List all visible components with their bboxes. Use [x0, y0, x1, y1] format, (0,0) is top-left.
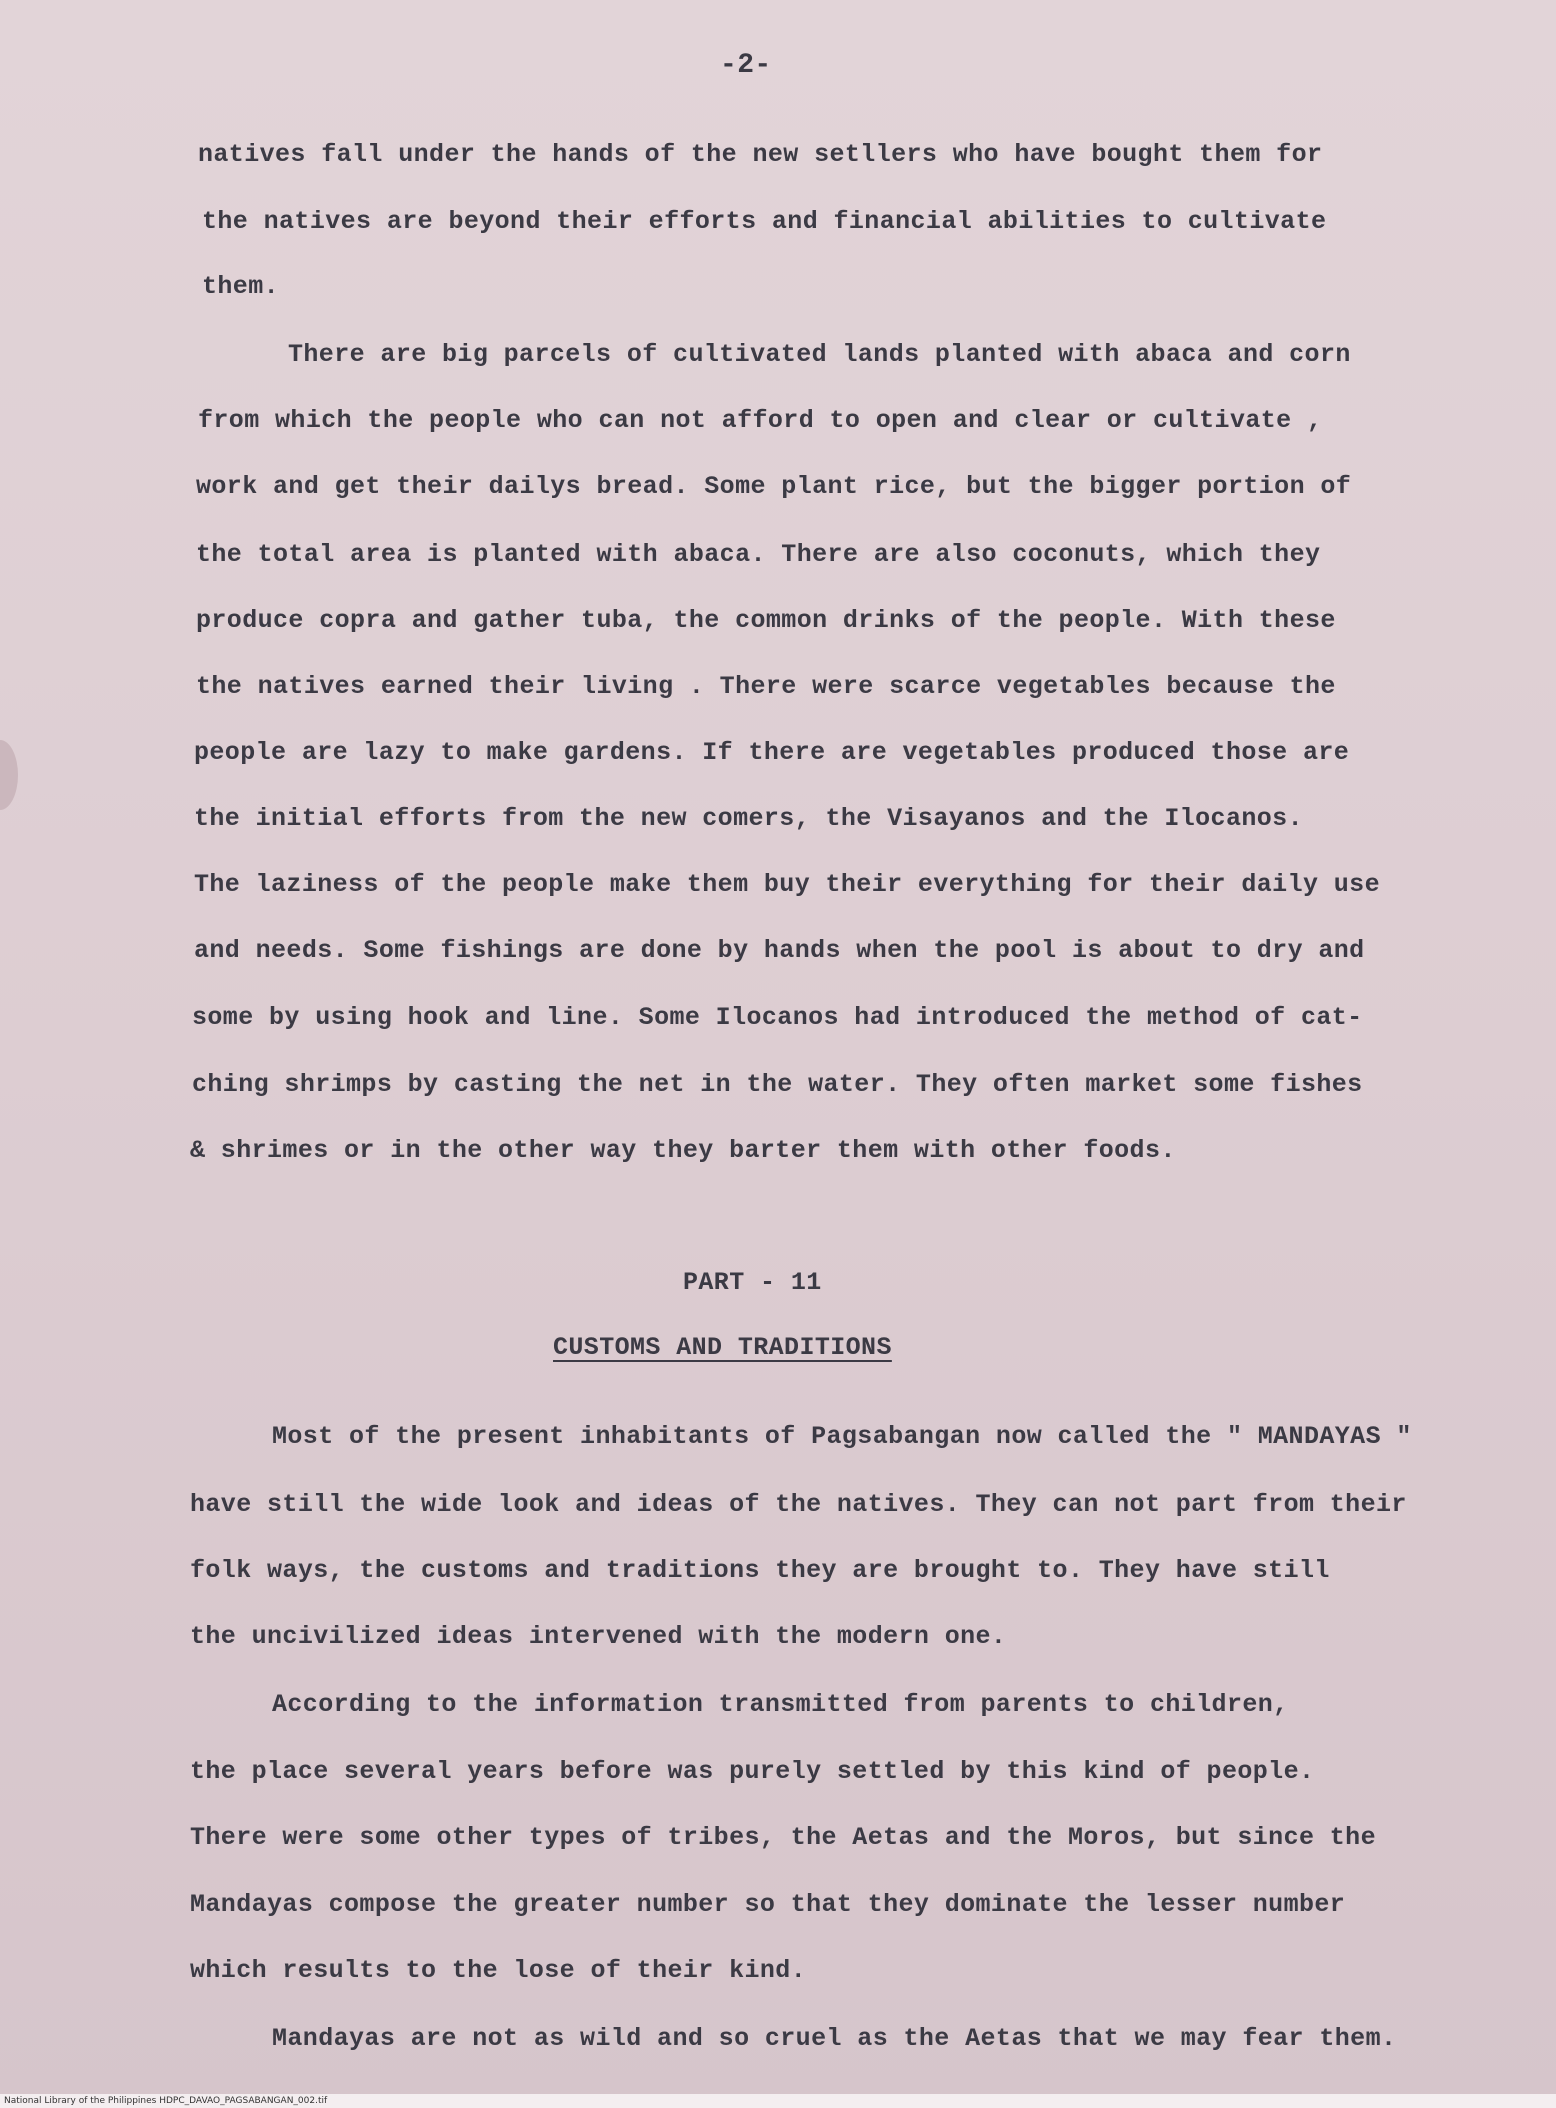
text-line: have still the wide look and ideas of the natives. They can not part from their — [190, 1490, 1407, 1519]
text-line: people are lazy to make gardens. If there are vegetables produced those are — [194, 738, 1350, 767]
text-line: some by using hook and line. Some Ilocanos had introduced the method of cat- — [192, 1003, 1363, 1032]
text-line: the natives are beyond their efforts and financial abilities to cultivate — [202, 207, 1327, 236]
text-line: the natives earned their living . There were scarce vegetables because the — [196, 672, 1336, 701]
text-line: and needs. Some fishings are done by hands when the pool is about to dry and — [194, 936, 1365, 965]
text-line: folk ways, the customs and traditions they are brought to. They have still — [190, 1556, 1330, 1585]
text-line: produce copra and gather tuba, the common drinks of the people. With these — [196, 606, 1336, 635]
page-number: -2- — [720, 50, 772, 81]
text-line: There are big parcels of cultivated lands planted with abaca and corn — [288, 340, 1351, 369]
text-line: the uncivilized ideas intervened with the modern one. — [190, 1622, 1007, 1651]
text-line: which results to the lose of their kind. — [190, 1956, 807, 1985]
scan-footer: National Library of the Philippines HDPC_DAVAO_PAGSABANGAN_002.tif — [0, 2094, 1556, 2108]
text-line: Mandayas are not as wild and so cruel as the Aetas that we may fear them. — [272, 2024, 1397, 2053]
text-line: Mandayas compose the greater number so that they dominate the lesser number — [190, 1890, 1346, 1919]
text-line: The laziness of the people make them buy their everything for their daily use — [194, 870, 1380, 899]
text-line: natives fall under the hands of the new setllers who have bought them for — [198, 140, 1323, 169]
text-line: There were some other types of tribes, the Aetas and the Moros, but since the — [190, 1823, 1376, 1852]
binder-hole — [0, 740, 18, 810]
text-line: from which the people who can not afford to open and clear or cultivate , — [198, 406, 1323, 435]
text-line: work and get their dailys bread. Some plant rice, but the bigger portion of — [196, 472, 1352, 501]
part-heading: PART - 11 — [683, 1268, 822, 1297]
text-line: Most of the present inhabitants of Pagsabangan now called the " MANDAYAS " — [272, 1422, 1412, 1451]
section-title: CUSTOMS AND TRADITIONS — [553, 1333, 892, 1362]
text-line: ching shrimps by casting the net in the water. They often market some fishes — [192, 1070, 1363, 1099]
text-line: the total area is planted with abaca. There are also coconuts, which they — [196, 540, 1321, 569]
text-line: them. — [202, 272, 280, 301]
text-line: According to the information transmitted from parents to children, — [272, 1690, 1289, 1719]
text-line: & shrimes or in the other way they barter them with other foods. — [190, 1136, 1176, 1165]
text-line: the initial efforts from the new comers, the Visayanos and the Ilocanos. — [194, 804, 1303, 833]
text-line: the place several years before was purely settled by this kind of people. — [190, 1757, 1315, 1786]
